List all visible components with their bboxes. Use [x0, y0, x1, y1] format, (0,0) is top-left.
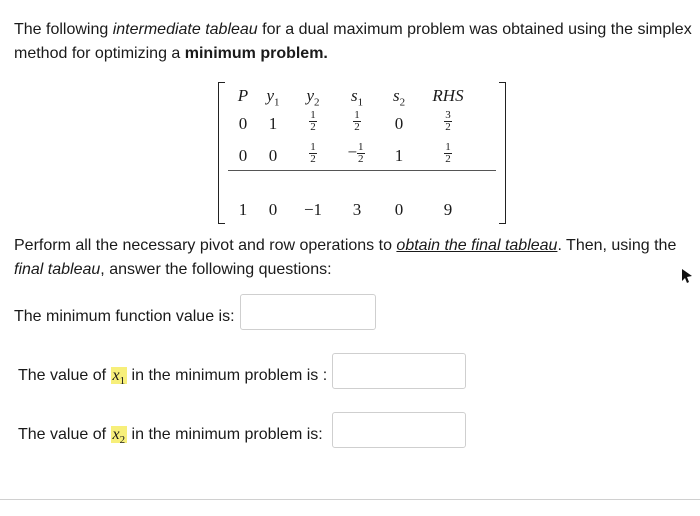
cell-b-s1: 3 — [352, 200, 362, 219]
x2-value-input[interactable] — [332, 412, 466, 448]
problem-intro — [14, 18, 694, 66]
instr-text-5: , answer the following questions: — [100, 261, 332, 278]
header-P: P — [237, 86, 249, 105]
cell-b-rhs: 9 — [443, 200, 453, 219]
cell-b-s2: 0 — [394, 200, 404, 219]
x2-suffix: in the minimum problem is: — [127, 426, 323, 443]
x1-question — [18, 367, 327, 387]
cell-r1-s1: $\frac{1}{2}$ — [354, 109, 360, 133]
instr-emphasis: final tableau — [14, 261, 101, 278]
min-value-input[interactable] — [240, 294, 376, 330]
tableau-divider — [228, 170, 496, 171]
x2-question — [18, 426, 323, 446]
cell-r2-s1: − $\frac{1}{2}$ — [347, 141, 364, 165]
cell-b-y1: 0 — [268, 200, 278, 219]
cell-r1-rhs: $\frac{3}{2}$ — [445, 109, 451, 133]
header-RHS: RHS — [432, 86, 464, 105]
cell-r2-s2: 1 — [394, 146, 404, 165]
cell-r2-rhs: $\frac{1}{2}$ — [445, 141, 451, 165]
header-y2: $y_2$ — [306, 86, 320, 109]
cell-b-y2: −1 — [303, 200, 323, 219]
header-s1: $s_1$ — [350, 86, 364, 109]
page-divider — [0, 499, 700, 500]
cell-r2-P: 0 — [238, 146, 248, 165]
cell-r1-s2: 0 — [394, 114, 404, 133]
intro-text-1: The following — [14, 21, 113, 38]
x1-suffix: in the minimum problem is : — [127, 367, 328, 384]
mouse-pointer-icon — [680, 268, 694, 284]
cell-r2-y2: $\frac{1}{2}$ — [310, 141, 316, 165]
intro-text-3: for a dual maximum problem was obtained using the simplex method for optimizing a — [14, 21, 692, 62]
matrix-left-bracket — [218, 82, 225, 224]
cell-r1-y1: 1 — [268, 114, 278, 133]
header-y1: $y_1$ — [266, 86, 280, 109]
x2-variable: $x_2$ — [112, 426, 126, 447]
instr-text-3: . Then, using the — [557, 237, 677, 254]
cell-r2-y1: 0 — [268, 146, 278, 165]
x1-prefix: The value of — [18, 367, 111, 384]
instructions — [14, 234, 694, 282]
instr-text-1: Perform all the necessary pivot and row operations to — [14, 237, 397, 254]
cell-r1-y2: $\frac{1}{2}$ — [310, 109, 316, 133]
instr-underlined: obtain the final tableau — [396, 237, 558, 254]
intro-emphasis: intermediate tableau — [112, 21, 258, 38]
x1-value-input[interactable] — [332, 353, 466, 389]
matrix-right-bracket — [499, 82, 506, 224]
cell-r1-P: 0 — [238, 114, 248, 133]
min-value-label: The minimum function value is: — [14, 308, 235, 325]
x1-variable: $x_1$ — [112, 367, 126, 388]
simplex-tableau — [218, 82, 506, 224]
intro-bold: minimum problem. — [184, 45, 328, 62]
cell-b-P: 1 — [238, 200, 248, 219]
x2-prefix: The value of — [18, 426, 111, 443]
header-s2: $s_2$ — [392, 86, 406, 109]
